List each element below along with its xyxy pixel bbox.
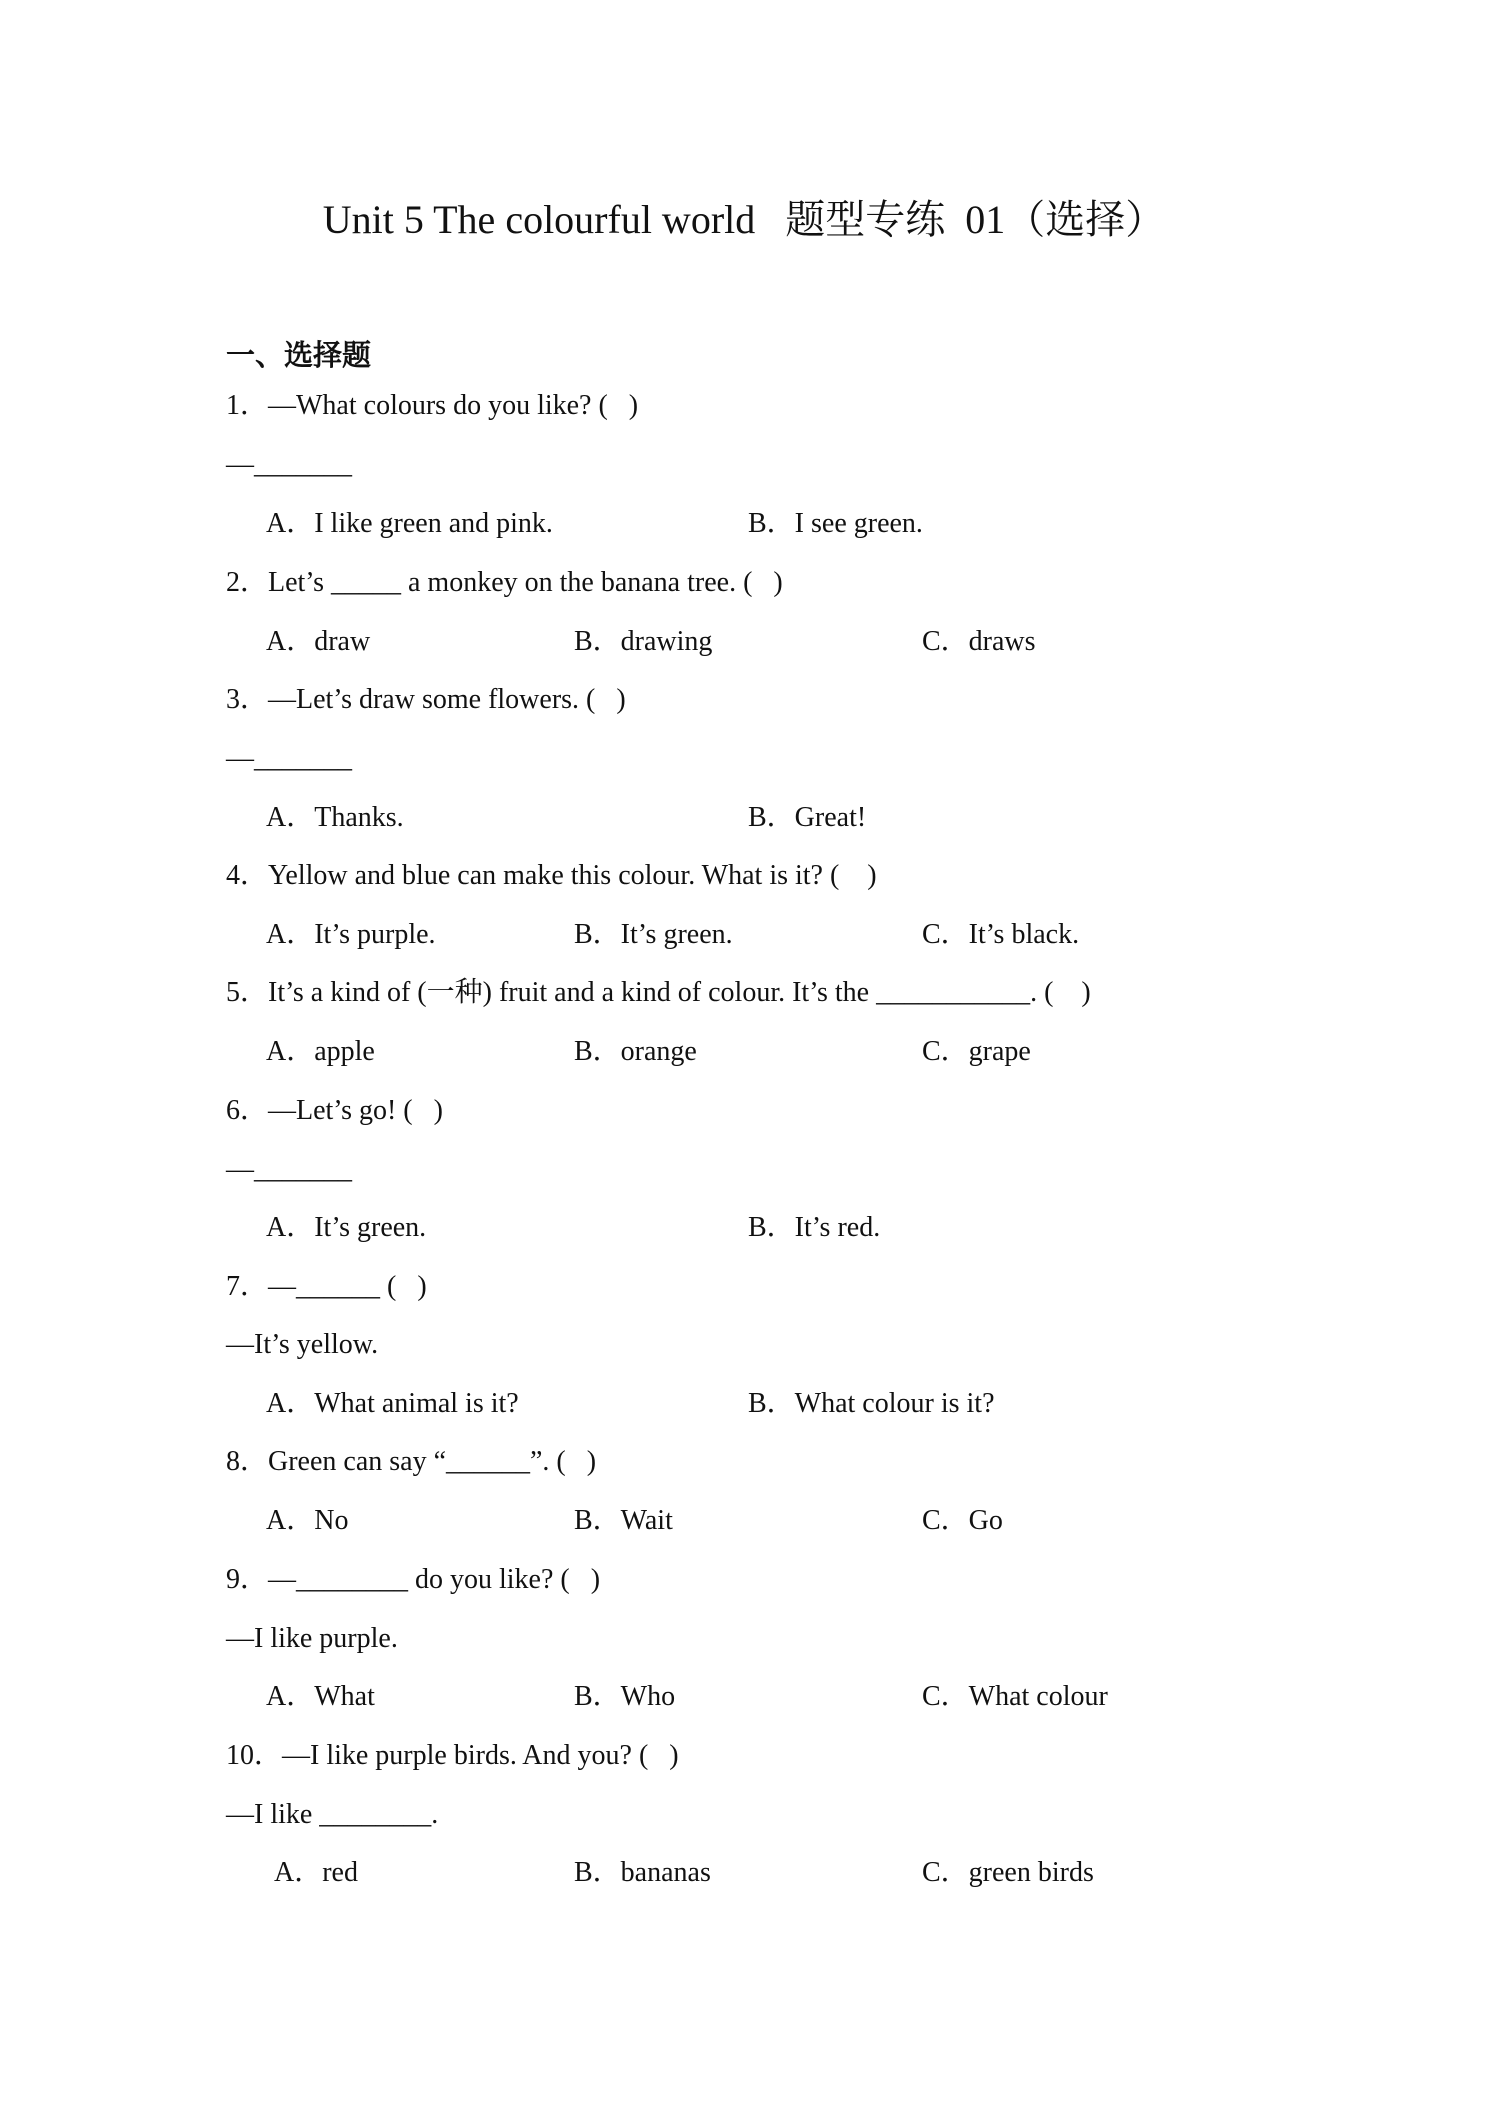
page-title: Unit 5 The colourful world 题型专练 01（选择） [322,197,1166,242]
question-4-stem: 4．Yellow and blue can make this colour. What is it? ( ) [226,860,877,891]
question-6-option-b: B．It’s red. [748,1212,881,1243]
question-6-option-a: A．It’s green. [266,1212,427,1243]
question-7-option-a: A．What animal is it? [266,1388,519,1419]
question-10-option-b: B．bananas [574,1857,711,1888]
question-2-option-b: B．drawing [574,626,713,657]
question-7-option-b: B．What colour is it? [748,1388,995,1419]
question-3-stem: 3．—Let’s draw some flowers. ( ) [226,684,626,715]
question-2-option-c: C．draws [922,626,1036,657]
question-1-stem: 1．—What colours do you like? ( ) [226,390,639,421]
question-2-stem: 2．Let’s _____ a monkey on the banana tree. ( ) [226,567,783,598]
question-10-option-c: C．green birds [922,1857,1094,1888]
question-3-response: —_______ [226,743,352,774]
question-1-response: —_______ [226,449,352,480]
question-5-option-a: A．apple [266,1036,375,1067]
question-3-option-a: A．Thanks. [266,802,404,833]
question-5-option-b: B．orange [574,1036,697,1067]
question-3-option-b: B．Great! [748,802,867,833]
question-2-option-a: A．draw [266,626,371,657]
question-9-option-b: B．Who [574,1681,676,1712]
question-8-option-b: B．Wait [574,1505,673,1536]
question-5-option-c: C．grape [922,1036,1031,1067]
question-6-stem: 6．—Let’s go! ( ) [226,1095,443,1126]
question-8-option-c: C．Go [922,1505,1003,1536]
section-heading: 一、选择题 [226,340,372,372]
question-10-option-a: A．red [274,1857,358,1888]
question-1-option-a: A．I like green and pink. [266,508,553,539]
question-7-response: —It’s yellow. [226,1329,379,1360]
question-10-stem: 10．—I like purple birds. And you? ( ) [226,1740,679,1771]
question-9-option-c: C．What colour [922,1681,1108,1712]
question-9-option-a: A．What [266,1681,375,1712]
question-9-stem: 9．—________ do you like? ( ) [226,1564,601,1595]
question-8-stem: 8．Green can say “______”. ( ) [226,1446,597,1477]
question-4-option-b: B．It’s green. [574,919,733,950]
question-9-response: —I like purple. [226,1623,398,1654]
question-1-option-b: B．I see green. [748,508,923,539]
question-8-option-a: A．No [266,1505,349,1536]
question-6-response: —_______ [226,1154,352,1185]
question-10-response: —I like ________. [226,1799,439,1830]
question-4-option-a: A．It’s purple. [266,919,436,950]
question-5-stem: 5．It’s a kind of (一种) fruit and a kind of colour. It’s the ___________. ( ) [226,977,1091,1008]
question-7-stem: 7．—______ ( ) [226,1271,427,1302]
question-4-option-c: C．It’s black. [922,919,1080,950]
